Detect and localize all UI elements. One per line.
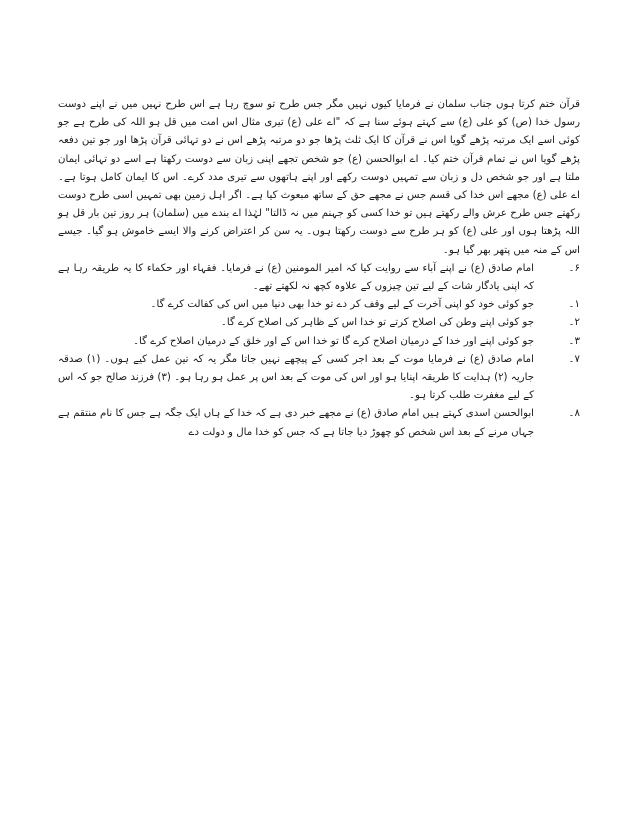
numbered-item-7 [58, 351, 580, 406]
item-text: امام صادق (ع) نے اپنے آباء سے روایت کیا کہ امیر المومنین (ع) نے فرمایا۔ فقہاء اور حکماء کا یہ طریقہ رہا ہے کہ اپنی یادگار شات کے لیے تین چیزوں کے علاوہ کچھ نہ لکھتے تھے۔ [58, 262, 534, 293]
sub-item-number: ۱۔ [568, 299, 580, 311]
sub-item-3 [58, 333, 580, 351]
sub-item-text: جو کوئی خود کو اپنی آخرت کے لیے وقف کر دے تو خدا بھی دنیا میں اس کی کفالت کرے گا۔ [150, 299, 534, 311]
item-number: ۸۔ [568, 408, 580, 420]
numbered-item-6 [58, 260, 580, 296]
document-body [58, 96, 580, 442]
item-number: ۷۔ [568, 353, 580, 365]
intro-paragraph: قرآن ختم کرتا ہوں جناب سلمان نے فرمایا کیوں نہیں مگر جس طرح تو سوچ رہا ہے اس طرح نہیں میں نے اپنے دوست رسول خدا (ص) کو علی (ع) سے کہتے ہوئے سنا ہے کہ "اے علی (ع) تیری مثال اس امت میں قل ہو اللہ کی طرح ہے جو کوئی اسے ایک مرتبہ پڑھے گویا اس نے قرآن کا ایک ثلث پڑھا جو دو مرتبہ پڑھے اس نے دو تہائی قرآن پڑھا اور جو تین دفعہ پڑھے گویا اس نے تمام قرآن ختم کیا۔ اے ابوالحسن (ع) جو شخص تجھے اپنی زبان سے دوست رکھتا ہے اسے دو تہائی ایمان ملتا ہے اور جو شخص دل و زبان سے تمہیں دوست رکھے اور اپنے ہاتھوں سے تیری مدد کرے۔ اس کا ایمان کامل ہوتا ہے۔ اے علی (ع) مجھے اس خدا کی قسم جس نے مجھے حق کے ساتھ مبعوث کیا ہے۔ اگر اہل زمین بھی تمہیں اسی طرح دوست رکھتے جس طرح عرش والے رکھتے ہیں تو خدا کسی کو جہنم میں نہ ڈالتا" لہٰذا اے بندے میں (سلمان) ہر روز تین بار قل ہو اللہ پڑھتا ہوں اور علی (ع) کو ہر طرح سے دوست رکھتا ہوں۔ یہ سن کر اعتراض کرنے والا ایسے خاموش ہو گیا۔ جیسے اس کے منہ میں پتھر بھر گیا ہو۔ [58, 99, 580, 256]
sub-item-text: جو کوئی اپنے اور خدا کے درمیان اصلاح کرے گا تو خدا اس کے اور خلق کے درمیان اصلاح کرے گا۔ [133, 335, 534, 347]
item-number: ۶۔ [568, 262, 580, 274]
sub-item-2 [58, 314, 580, 332]
item-text: امام صادق (ع) نے فرمایا موت کے بعد اجر کسی کے پیچھے نہیں جاتا مگر یہ کہ تین عمل کیے ہوں۔ (۱) صدقہ جاریہ (۲) ہدایت کا طریقہ اپنایا ہو اور اس کی موت کے بعد اس پر عمل ہو رہا ہو۔ (۳) فرزند صالح جو کہ اس کے لیے مغفرت طلب کرتا ہو۔ [58, 353, 534, 402]
sub-item-1 [58, 296, 580, 314]
sub-item-number: ۳۔ [568, 335, 580, 347]
sub-item-text: جو کوئی اپنے وطن کی اصلاح کرتے تو خدا اس کے ظاہر کی اصلاح کرے گا۔ [220, 317, 534, 329]
sub-item-number: ۲۔ [568, 317, 580, 329]
item-text: ابوالحسن اسدی کہتے ہیں امام صادق (ع) نے مجھے خبر دی ہے کہ خدا کے ہاں ایک جگہ ہے جس کا نام منتقم ہے جہاں مرنے کے بعد اس شخص کو چھوڑ دیا جاتا ہے کہ جس کو خدا مال و دولت دے [58, 408, 534, 438]
numbered-item-8 [58, 405, 580, 441]
